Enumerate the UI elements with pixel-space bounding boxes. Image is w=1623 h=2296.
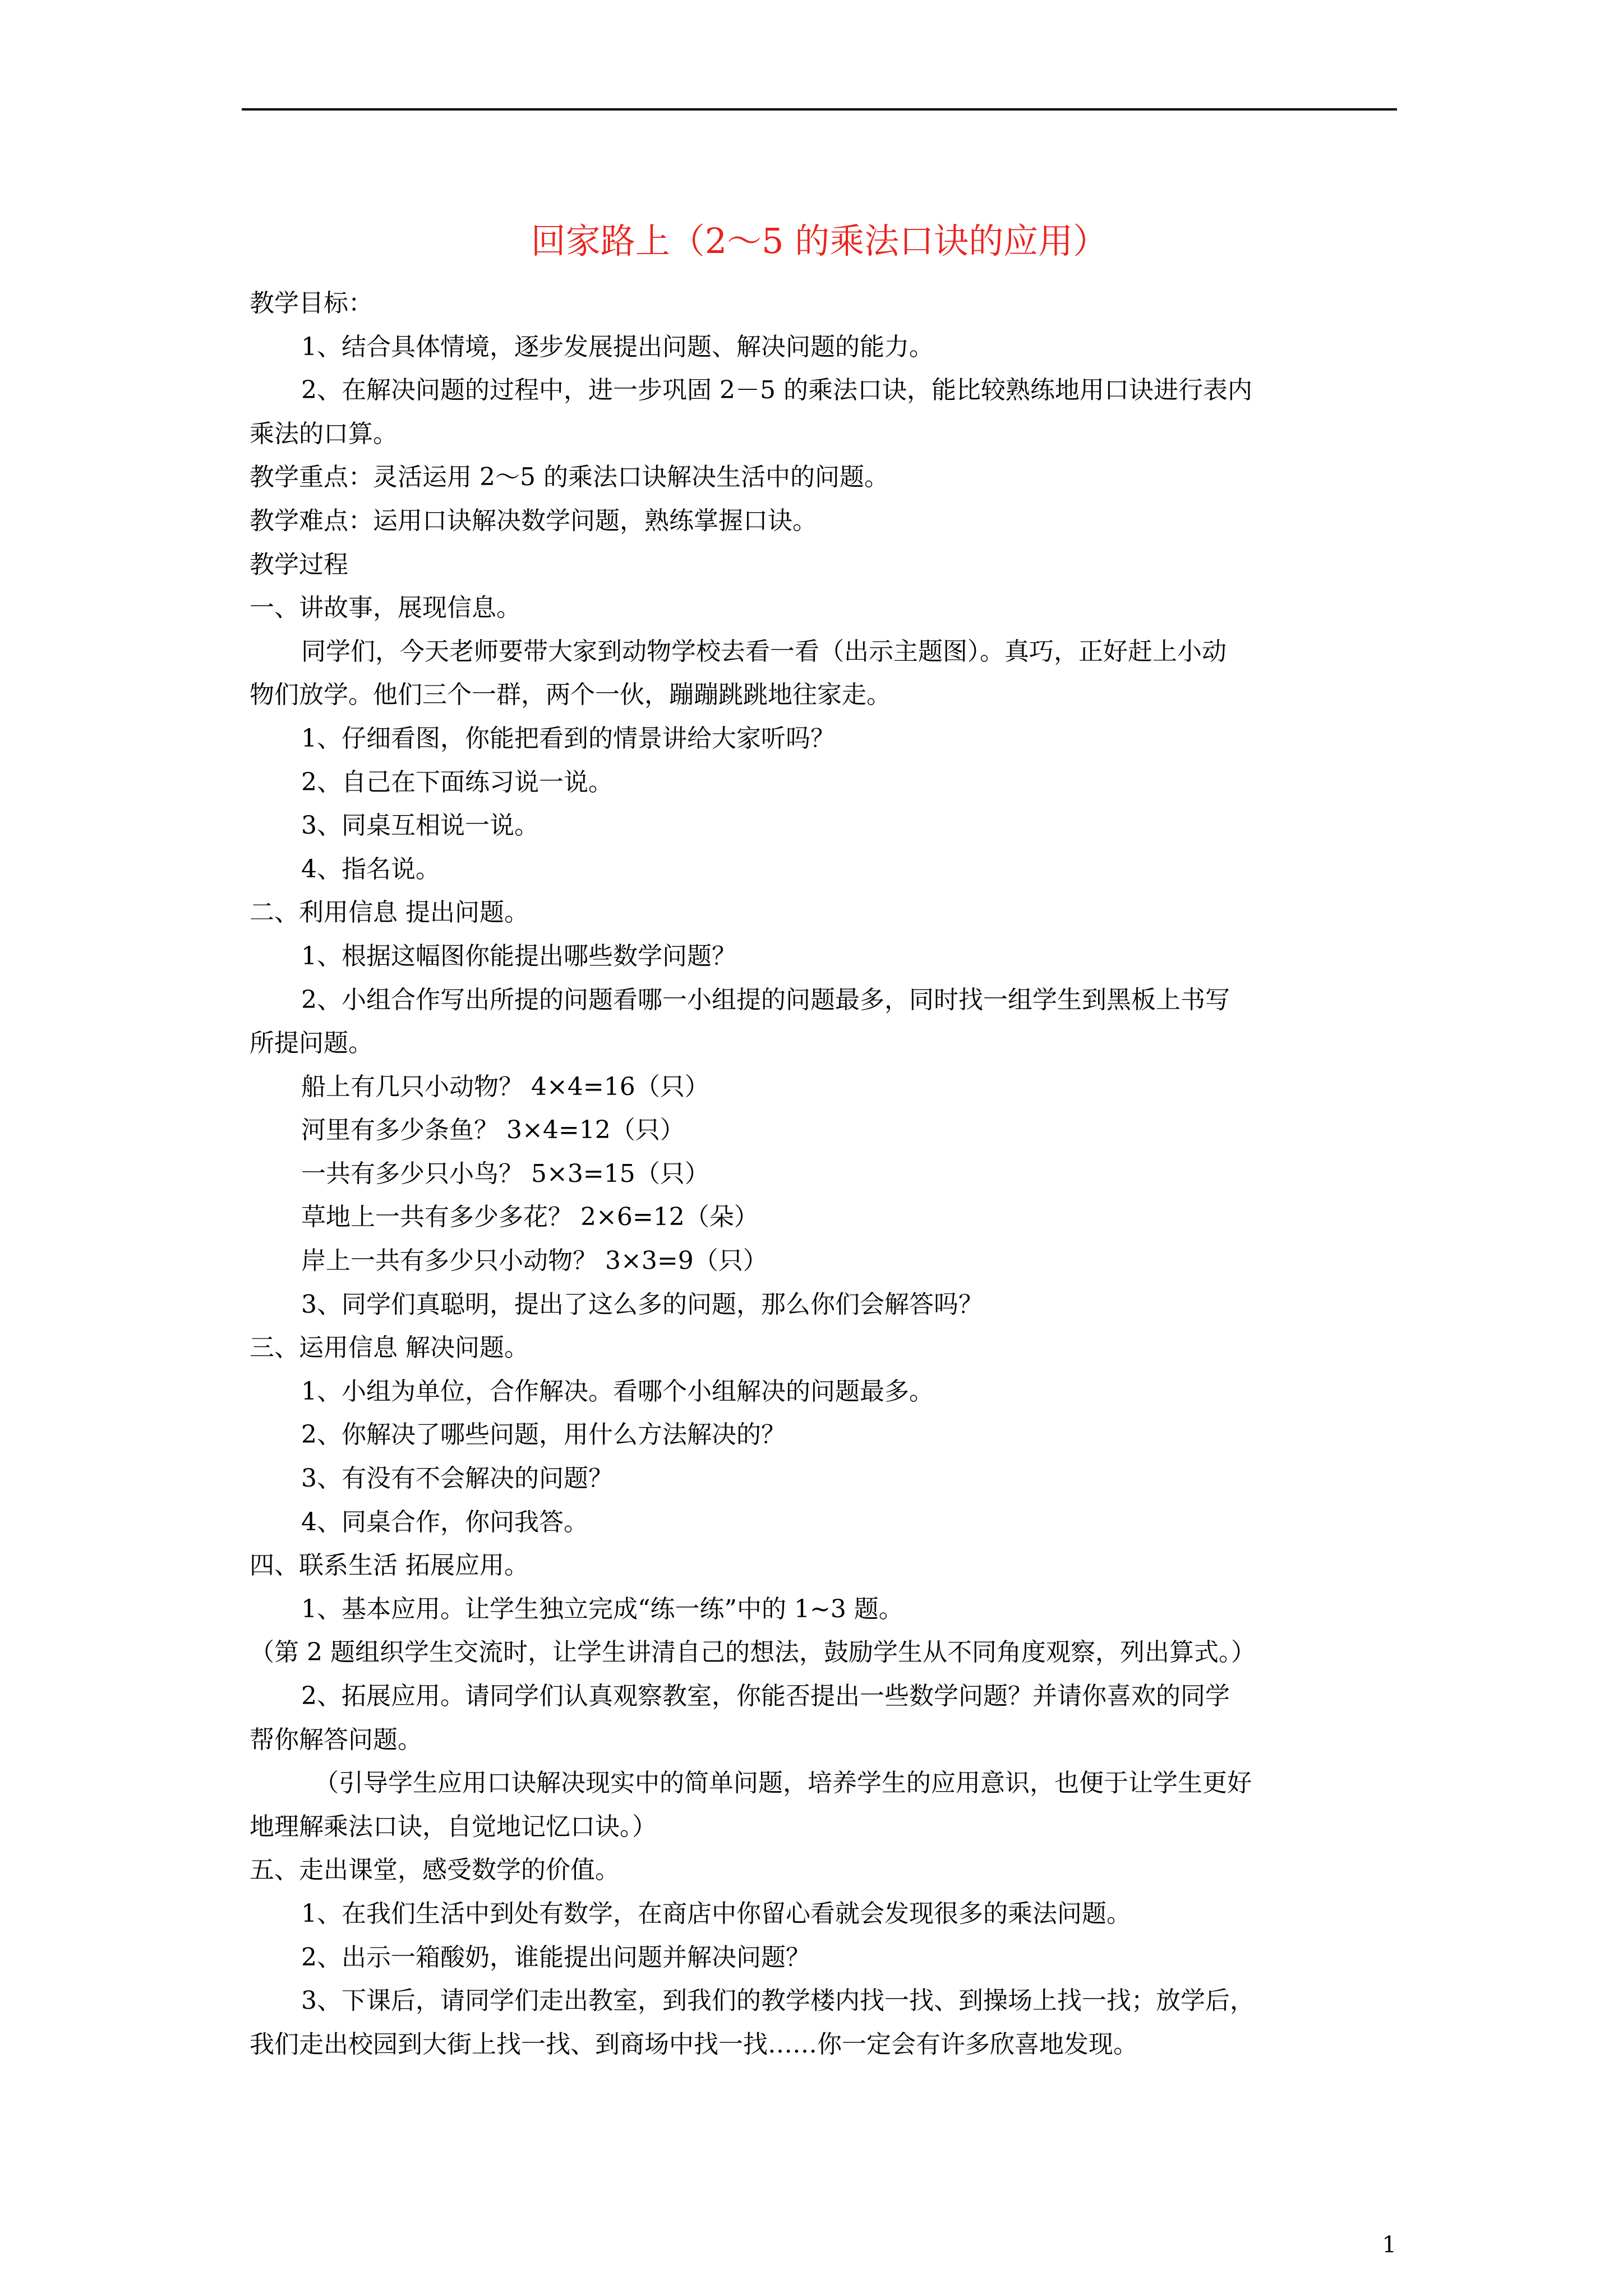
section-heading-objectives: 教学目标： bbox=[250, 289, 373, 318]
section-heading: 三、运用信息 解决问题。 bbox=[250, 1333, 529, 1363]
question-item: 船上有几只小动物？ 4×4=16（只） bbox=[301, 1072, 709, 1101]
list-item: 3、同学们真聪明，提出了这么多的问题，那么你们会解答吗？ bbox=[301, 1290, 983, 1319]
paragraph: 同学们，今天老师要带大家到动物学校去看一看（出示主题图）。真巧，正好赶上小动 bbox=[301, 637, 1227, 666]
paragraph: 帮你解答问题。 bbox=[250, 1725, 422, 1754]
paragraph-note: （引导学生应用口诀解决现实中的简单问题，培养学生的应用意识，也便于让学生更好 bbox=[314, 1769, 1252, 1798]
list-item: 2、出示一箱酸奶，谁能提出问题并解决问题？ bbox=[301, 1943, 810, 1972]
question-item: 岸上一共有多少只小动物？ 3×3=9（只） bbox=[301, 1246, 768, 1276]
page-number: 1 bbox=[1382, 2232, 1396, 2258]
list-item: 1、基本应用。让学生独立完成“练一练”中的 1~3 题。 bbox=[301, 1594, 903, 1623]
header-rule bbox=[242, 108, 1397, 111]
paragraph: 2、在解决问题的过程中，进一步巩固 2－5 的乘法口诀，能比较熟练地用口诀进行表内 bbox=[301, 376, 1252, 405]
list-item: 1、在我们生活中到处有数学，在商店中你留心看就会发现很多的乘法问题。 bbox=[301, 1899, 1131, 1928]
document-title: 回家路上（2～5 的乘法口诀的应用） bbox=[531, 220, 1108, 261]
paragraph-key-point: 教学重点：灵活运用 2～5 的乘法口诀解决生活中的问题。 bbox=[250, 463, 889, 492]
list-item: 3、同桌互相说一说。 bbox=[301, 811, 539, 840]
paragraph: 我们走出校园到大街上找一找、到商场中找一找……你一定会有许多欣喜地发现。 bbox=[250, 2030, 1138, 2059]
list-item: 1、小组为单位，合作解决。看哪个小组解决的问题最多。 bbox=[301, 1377, 934, 1406]
question-item: 河里有多少条鱼？ 3×4=12（只） bbox=[301, 1116, 685, 1145]
list-item: 3、有没有不会解决的问题？ bbox=[301, 1464, 613, 1493]
paragraph: 1、结合具体情境，逐步发展提出问题、解决问题的能力。 bbox=[301, 332, 934, 361]
section-heading: 五、走出课堂，感受数学的价值。 bbox=[250, 1856, 620, 1885]
question-item: 一共有多少只小鸟？ 5×3=15（只） bbox=[301, 1159, 709, 1188]
paragraph: 乘法的口算。 bbox=[250, 419, 398, 448]
paragraph: 所提问题。 bbox=[250, 1029, 373, 1058]
section-heading: 四、联系生活 拓展应用。 bbox=[250, 1551, 529, 1580]
list-item: 1、仔细看图，你能把看到的情景讲给大家听吗？ bbox=[301, 724, 835, 753]
question-item: 草地上一共有多少多花？ 2×6=12（朵） bbox=[301, 1203, 759, 1232]
list-item: 4、同桌合作，你问我答。 bbox=[301, 1507, 588, 1536]
section-heading-process: 教学过程 bbox=[250, 550, 348, 579]
paragraph-difficulty: 教学难点：运用口诀解决数学问题，熟练掌握口诀。 bbox=[250, 506, 817, 535]
document-body bbox=[250, 282, 1388, 2066]
list-item: 2、你解决了哪些问题，用什么方法解决的？ bbox=[301, 1420, 786, 1450]
list-item: 1、根据这幅图你能提出哪些数学问题？ bbox=[301, 941, 736, 970]
list-item: 4、指名说。 bbox=[301, 854, 440, 884]
paragraph-note: （第 2 题组织学生交流时，让学生讲清自己的想法，鼓励学生从不同角度观察，列出算式。） bbox=[250, 1638, 1256, 1667]
section-heading: 一、讲故事，展现信息。 bbox=[250, 593, 521, 623]
section-heading: 二、利用信息 提出问题。 bbox=[250, 898, 529, 927]
list-item: 3、下课后，请同学们走出教室，到我们的教学楼内找一找、到操场上找一找；放学后， bbox=[301, 1986, 1255, 2016]
paragraph: 物们放学。他们三个一群，两个一伙，蹦蹦跳跳地往家走。 bbox=[250, 680, 891, 710]
list-item: 2、自己在下面练习说一说。 bbox=[301, 767, 613, 797]
list-item: 2、拓展应用。请同学们认真观察教室，你能否提出一些数学问题？并请你喜欢的同学 bbox=[301, 1682, 1230, 1710]
list-item: 2、小组合作写出所提的问题看哪一小组提的问题最多，同时找一组学生到黑板上书写 bbox=[301, 985, 1230, 1014]
paragraph: 地理解乘法口诀，自觉地记忆口诀。） bbox=[250, 1812, 657, 1841]
